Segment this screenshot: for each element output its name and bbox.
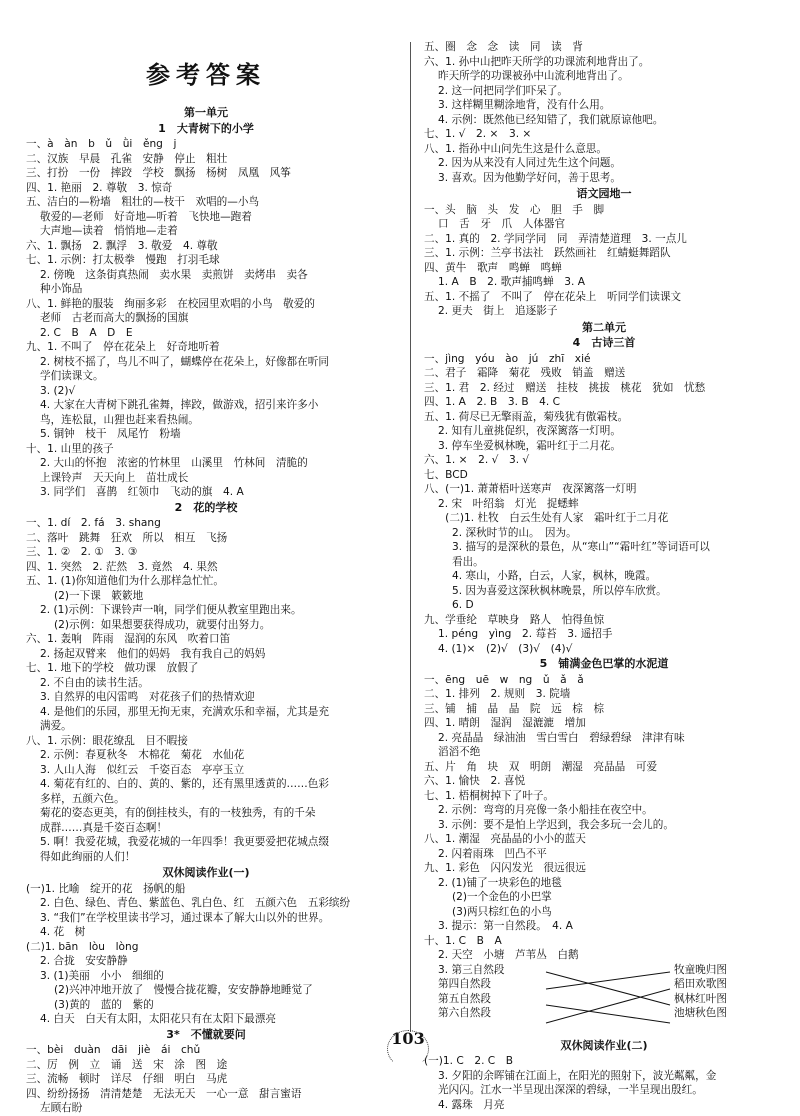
answer-line: 光闪闪。江水一半呈现出深深的碧绿，一半呈现出殷红。 xyxy=(438,1084,703,1096)
answer-line: 二、厉 例 立 诵 送 宋 涂 图 途 xyxy=(26,1058,228,1071)
answer-line: 2. 大山的怀抱 浓密的竹林里 山溪里 竹林间 清脆的 xyxy=(40,457,308,469)
answer-line: 五、1. 荷尽已无擎雨盖，菊残犹有傲霜枝。 xyxy=(424,410,629,423)
answer-line: 一、头 脑 头 发 心 胆 手 脚 xyxy=(424,203,605,216)
lesson-heading: 4 古诗三首 xyxy=(572,336,636,349)
answer-line: 满爱。 xyxy=(40,720,72,732)
answer-line: 四、1. 突然 2. 茫然 3. 竟然 4. 果然 xyxy=(26,560,218,573)
unit-heading: 双休阅读作业(二) xyxy=(560,1038,648,1052)
answer-line: 5. 因为喜爱这深秋枫林晚景，所以停车欣赏。 xyxy=(452,584,667,597)
answer-line: (2)兴冲冲地开放了 慢慢合拢花瓣，安安静静地睡觉了 xyxy=(54,984,313,996)
answer-line: 2. 因为从来没有人同过先生这个问题。 xyxy=(438,157,621,169)
answer-line: 2. 这一问把同学们吓呆了。 xyxy=(438,84,569,97)
answer-line: 学们读课文。 xyxy=(40,370,104,382)
answer-line: 2. 示例：弯弯的月亮像一条小船挂在夜空中。 xyxy=(438,804,653,816)
answer-line: 二、1. 排列 2. 规则 3. 院墙 xyxy=(424,688,571,700)
answer-line: 2. 知有儿童挑促织，夜深篱落一灯明。 xyxy=(438,425,621,437)
answer-line: 四、纷纷扬扬 清清楚楚 无法无天 一心一意 甜言蜜语 xyxy=(26,1087,302,1100)
answer-line: 4. 示例：既然他已经知错了，我们就原谅他吧。 xyxy=(438,113,664,126)
match-line-3 xyxy=(546,1005,670,1023)
right-column-content-a xyxy=(424,40,784,963)
match-left-item: 第四自然段 xyxy=(438,978,491,990)
answer-line: (3)黄的 蓝的 紫的 xyxy=(54,998,154,1011)
match-left-item: 3. 第三自然段 xyxy=(438,963,505,976)
answer-line: 4. 寒山，小路，白云，人家，枫林，晚霞。 xyxy=(452,570,657,582)
answer-line: 3. 提示：第一自然段。 4. A xyxy=(438,920,573,932)
answer-line: 七、1. 梧桐树掉下了叶子。 xyxy=(424,789,555,802)
answer-line: 5. 啊！我爱花城，我爱花城的一年四季！我更要爱把花城点缀 xyxy=(40,836,329,848)
match-line-4 xyxy=(546,989,670,1023)
answer-line: 4. (1)× (2)√ (3)√ (4)√ xyxy=(438,642,573,655)
answer-line: 3. 停车坐爱枫林晚，霜叶红于二月花。 xyxy=(438,439,621,452)
answer-line: 七、1. √ 2. × 3. × xyxy=(424,128,532,140)
answer-line: 4. 露珠 月亮 xyxy=(438,1098,505,1111)
answer-line: 2. 傍晚 这条街真热闹 卖水果 卖煎饼 卖烤串 卖各 xyxy=(40,268,308,281)
answer-line: 得如此绚丽的人们！ xyxy=(40,850,136,863)
lesson-heading: 3* 不懂就要问 xyxy=(166,1027,246,1041)
lesson-heading: 1 大青树下的小学 xyxy=(158,121,254,135)
matching-right-list xyxy=(674,963,727,1021)
answer-line: 老师 古老而高大的飘扬的国旗 xyxy=(40,312,189,324)
answer-line: 六、1. 孙中山把昨天所学的功课流利地背出了。 xyxy=(424,55,650,68)
match-right-item: 稻田欢歌图 xyxy=(674,978,727,990)
answer-line: 十、1. 山里的孩子 xyxy=(26,442,114,455)
answer-line: 五、圈 念 念 读 同 读 背 xyxy=(424,41,583,53)
matching-left-list xyxy=(438,963,504,1021)
answer-line: 七、1. 地下的学校 做功课 放假了 xyxy=(26,662,199,674)
answer-line: 4. 菊花有红的、白的、黄的、紫的，还有黑里透黄的……色彩 xyxy=(40,778,329,790)
answer-line: (2)一个金色的小巴掌 xyxy=(452,891,552,903)
answer-line: 六、1. × 2. √ 3. √ xyxy=(424,454,530,466)
match-right-item: 牧童晚归图 xyxy=(674,963,727,976)
answer-line: 2. 白色、绿色、青色、紫蓝色、乳白色、红 五颜六色 五彩缤纷 xyxy=(40,897,351,909)
answer-line: (一)1. C 2. C B xyxy=(424,1055,514,1067)
match-line-1 xyxy=(546,972,670,1005)
answer-line: 一、1. dí 2. fá 3. shang xyxy=(26,517,161,529)
answer-line: 五、片 角 块 双 明朗 潮湿 亮晶晶 可爱 xyxy=(424,760,658,773)
answer-line: 4. 花 树 xyxy=(40,926,86,938)
answer-line: 一、jìng yóu ào jú zhī xié xyxy=(424,352,591,365)
answer-line: 四、1. 晴朗 湿润 湿漉漉 增加 xyxy=(424,717,586,729)
answer-line: 二、君子 霜降 菊花 残败 销盖 赠送 xyxy=(424,367,626,379)
right-column-content-b xyxy=(424,1039,784,1113)
answer-line: 三、打扮 一份 摔跤 学校 飘扬 杨树 凤凰 风筝 xyxy=(26,167,291,179)
answer-line: 种小饰品 xyxy=(40,283,83,295)
unit-heading: 双休阅读作业(一) xyxy=(162,866,250,879)
answer-line: 3. 夕阳的余晖铺在江面上，在阳光的照射下，波光粼粼，金 xyxy=(438,1069,717,1082)
answer-line: (2)示例：如果想要获得成功，就要付出努力。 xyxy=(54,618,271,631)
answer-line: 3. 这样糊里糊涂地背，没有什么用。 xyxy=(438,99,611,111)
answer-line: 口 舌 牙 爪 人体器官 xyxy=(438,218,566,230)
answer-line: 三、1. ② 2. ① 3. ③ xyxy=(26,546,138,558)
unit-heading: 语文园地一 xyxy=(576,187,632,200)
answer-line: 二、落叶 跳舞 狂欢 所以 相互 飞扬 xyxy=(26,531,228,544)
answer-line: 2. 天空 小塘 芦苇丛 白鹅 xyxy=(438,949,579,961)
answer-line: 六、1. 愉快 2. 喜悦 xyxy=(424,775,526,787)
answer-line: 一、ēng uē w ng ǔ ǎ ǎ xyxy=(424,673,584,686)
matching-exercise xyxy=(424,963,784,1037)
answer-line: 三、铺 捕 晶 晶 院 远 棕 棕 xyxy=(424,702,605,715)
answer-line: 2. 扬起双臂来 他们的妈妈 我有我自己的妈妈 xyxy=(40,647,266,660)
answer-line: 3. (2)√ xyxy=(40,384,76,397)
match-right-item: 枫林红叶图 xyxy=(674,992,727,1005)
lesson-heading: 2 花的学校 xyxy=(174,500,238,514)
answer-line: 五、洁白的—粉墙 粗壮的—枝干 欢唱的—小鸟 xyxy=(26,196,260,208)
answer-line: 2. 示例：春夏秋冬 木棉花 菊花 水仙花 xyxy=(40,749,245,761)
answer-line: 看出。 xyxy=(452,555,484,568)
unit-heading: 第一单元 xyxy=(184,106,228,119)
answer-line: 5. 铜钟 枝干 凤尾竹 粉墙 xyxy=(40,428,181,440)
answer-line: (一)1. 比喻 绽开的花 扬帆的船 xyxy=(26,882,186,895)
answer-line: (2)一下课 簌簌地 xyxy=(54,589,144,602)
answer-line: 滔滔不绝 xyxy=(438,746,481,758)
answer-line: 九、1. 彩色 闪闪发光 很远很远 xyxy=(424,862,586,874)
unit-heading: 第二单元 xyxy=(582,320,626,334)
answer-line: 大声地—读着 悄悄地—走着 xyxy=(40,225,178,237)
answer-line: 2. (1)示例：下课铃声一响，同学们便从教室里跑出来。 xyxy=(40,604,302,616)
answer-line: 上课铃声 天天向上 苗壮成长 xyxy=(40,471,189,484)
answer-line: 五、1. 不摇了 不叫了 停在花朵上 听同学们读课文 xyxy=(424,290,682,303)
left-column-content xyxy=(26,106,386,1116)
answer-line: 菊花的姿态更美，有的倒挂枝头，有的一枝独秀，有的千朵 xyxy=(40,807,316,819)
answer-line: 1. A B 2. 歌声捕鸣蝉 3. A xyxy=(438,276,585,288)
column-divider xyxy=(410,42,411,1032)
answer-line: 四、1. 艳丽 2. 尊敬 3. 惊奇 xyxy=(26,181,173,194)
answer-line: (二)1. bān lòu lòng xyxy=(26,940,139,953)
answer-line: (二)1. 杜牧 白云生处有人家 霜叶红于二月花 xyxy=(424,512,669,524)
answer-line: 2. (1)铺了一块彩色的地毯 xyxy=(438,876,562,889)
lesson-heading: 5 铺满金色巴掌的水泥道 xyxy=(539,657,669,670)
answer-line: 八、1. 潮湿 亮晶晶的小小的蓝天 xyxy=(424,833,586,845)
answer-line: 多样，五颜六色。 xyxy=(40,792,125,805)
answer-line: 3. 人山人海 似红云 千姿百态 亭亭玉立 xyxy=(40,763,245,776)
answer-line: 2. 不自由的读书生活。 xyxy=(40,676,149,689)
answer-line: 四、黄牛 歌声 鸣蝉 鸣蝉 xyxy=(424,261,562,274)
right-column xyxy=(424,40,784,1112)
answer-line: 二、1. 真的 2. 学同学同 同 弄清楚道理 3. 一点儿 xyxy=(424,232,687,245)
answer-line: (3)两只棕红色的小鸟 xyxy=(452,905,552,918)
answer-line: 2. C B A D E xyxy=(40,326,133,339)
answer-line: 2. 合拢 安安静静 xyxy=(40,955,128,967)
answer-line: 八、1. 鲜艳的服装 绚丽多彩 在校园里欢唱的小鸟 敬爱的 xyxy=(26,297,315,310)
page-title: 参考答案 xyxy=(146,61,266,89)
answer-line: 成群……真是千姿百态啊！ xyxy=(40,821,168,834)
answer-line: 昨天所学的功课被孙中山流利地背出了。 xyxy=(438,70,629,82)
answer-line: 3. 示例：要不是怕上学迟到，我会多玩一会儿的。 xyxy=(438,818,674,831)
answer-line: 三、1. 君 2. 经过 赠送 挂枝 挑拔 桃花 犹如 忧愁 xyxy=(424,381,706,394)
answer-line: 2. 树枝不摇了，鸟儿不叫了，蝴蝶停在花朵上，好像都在听同 xyxy=(40,355,329,368)
answer-line: 4. 是他们的乐园，那里无拘无束，充满欢乐和幸福，尤其是充 xyxy=(40,705,329,718)
answer-line: 七、BCD xyxy=(424,468,468,481)
answer-line: 4. 大家在大青树下跳孔雀舞，摔跤，做游戏，招引来许多小 xyxy=(40,399,319,411)
answer-line: 3. 自然界的电闪雷鸣 对花孩子们的热情欢迎 xyxy=(40,691,255,703)
answer-line: 十、1. C B A xyxy=(424,934,502,947)
answer-line: 3. 喜欢。因为他勤学好问，善于思考。 xyxy=(438,171,621,184)
page-number: 103 xyxy=(385,1027,431,1051)
answer-line: 2. 亮晶晶 绿油油 雪白雪白 碧绿碧绿 津津有味 xyxy=(438,731,685,744)
match-left-item: 第六自然段 xyxy=(438,1007,491,1019)
answer-line: 一、à àn b ǔ ǜi ěng j xyxy=(26,138,177,150)
match-left-item: 第五自然段 xyxy=(438,992,491,1005)
match-right-item: 池塘秋色图 xyxy=(674,1007,727,1019)
answer-line: 敬爱的—老师 好奇地—听着 飞快地—跑着 xyxy=(40,210,252,223)
answer-line: 2. 闪着雨珠 凹凸不平 xyxy=(438,847,547,860)
answer-line: 四、1. A 2. B 3. B 4. C xyxy=(424,396,561,408)
answer-line: 九、1. 不叫了 停在花朵上 好奇地听着 xyxy=(26,341,220,353)
answer-line: 三、流畅 顿时 详尽 仔细 明白 马虎 xyxy=(26,1073,228,1085)
answer-line: 3. 同学们 喜鹊 红领巾 飞动的旗 4. A xyxy=(40,486,244,498)
answer-line: 3. “我们”在学校里读书学习，通过课本了解大山以外的世界。 xyxy=(40,911,330,924)
left-column xyxy=(26,38,386,1116)
answer-line: 2. 更夫 街上 追逐影子 xyxy=(438,305,558,317)
answer-line: 左顾右盼 xyxy=(40,1102,83,1114)
answer-line: 二、汉族 早晨 孔雀 安静 停止 粗壮 xyxy=(26,152,228,165)
answer-line: 六、1. 飘扬 2. 飘浮 3. 敬爱 4. 尊敬 xyxy=(26,239,218,252)
answer-line: 6. D xyxy=(452,599,474,611)
answer-line: 八、1. 示例：眼花缭乱 目不暇接 xyxy=(26,734,188,747)
answer-line: 五、1. (1)你知道他们为什么那样急忙忙。 xyxy=(26,575,224,587)
match-line-2 xyxy=(546,972,670,989)
answer-line: 三、1. 示例：兰亭书法社 跃然画社 红蜻蜓舞蹈队 xyxy=(424,247,671,259)
answer-line: 八、1. 指孙中山问先生这是什么意思。 xyxy=(424,142,607,155)
answer-line: 1. péng yìng 2. 莓苔 3. 遥招手 xyxy=(438,628,613,640)
answer-line: 2. 宋 叶绍翁 灯光 捉蟋蟀 xyxy=(438,497,579,510)
answer-line: 3. (1)美丽 小小 细细的 xyxy=(40,969,164,982)
answer-line: 六、1. 轰响 阵雨 湿润的东风 吹着口笛 xyxy=(26,633,231,645)
answer-line: 一、bèi duàn dāi jiè ái chǔ xyxy=(26,1044,201,1056)
answer-line: 鸟，连松鼠，山狸也赶来看热闹。 xyxy=(40,413,199,426)
answer-line: 九、学垂纶 草映身 路人 怕得鱼惊 xyxy=(424,613,605,626)
answer-line: 3. 描写的是深秋的景色，从“寒山”“霜叶红”等词语可以 xyxy=(452,541,710,553)
answer-line: 4. 白天 白天有太阳，太阳花只有在太阳下最漂亮 xyxy=(40,1013,276,1025)
answer-line: 七、1. 示例：打太极拳 慢跑 打羽毛球 xyxy=(26,254,220,266)
answer-line: 2. 深秋时节的山。 因为。 xyxy=(452,526,577,539)
matching-lines xyxy=(544,967,674,1035)
answer-line: 八、(一)1. 萧萧梧叶送寒声 夜深篱落一灯明 xyxy=(424,483,637,495)
